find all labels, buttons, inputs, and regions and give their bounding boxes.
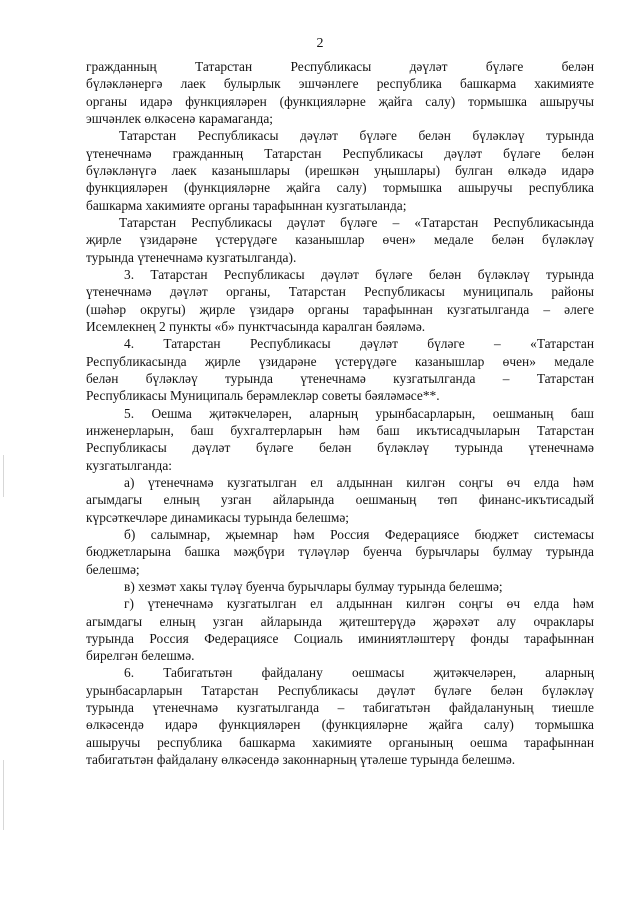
text-line: г) үтенечнамә кузгатылган ел алдыннан килгән соңгы өч елда һәм (124, 596, 594, 612)
paragraph-medal-award (86, 214, 594, 266)
text-line: кузгатылганда: (86, 457, 172, 473)
text-line: б) салымнар, җыемнар һәм Россия Федерациясе бюджет системасы (124, 526, 594, 542)
text-line: агымдагы елның узган айларында оешманың төп финанс-икътисадый (86, 492, 594, 508)
text-line: үтенечнамә дәүләт органы, Татарстан Республикасы муниципаль районы (86, 284, 594, 300)
text-line: җирле үзидарәне үстерүдәге казанышлар өчен» медале белән бүләкләү (86, 232, 594, 248)
text-line: турында Россия Федерациясе Социаль иминиятләштерү фонды тарафыннан (86, 630, 594, 646)
text-line: белән бүләкләү турында үтенечнамә кузгатылганда – Татарстан (86, 370, 594, 386)
text-line: 3. Татарстан Республикасы дәүләт бүләге белән бүләкләү турында (124, 266, 594, 282)
text-line: турында үтенечнамә кузгатылганда). (86, 249, 297, 265)
text-line: агымдагы елның узган айларында җитештерүдә җәрәхәт алу очраклары (86, 613, 594, 629)
text-line: бүләкләнергә лаек булырлык эшчәнлеге республика башкарма хакимияте (86, 76, 594, 92)
text-line: функцияләрен (функцияләрне җайга салу) тормышка ашыручы республика (86, 180, 594, 196)
text-line: бюджетларына башка мәҗбүри түләүләр буенча бурычлары булмау турында (86, 544, 594, 560)
paragraph-item-5 (86, 405, 594, 474)
paragraph-item-4 (86, 335, 594, 404)
text-line: бирелгән белешмә. (86, 648, 195, 664)
text-line: белешмә; (86, 561, 140, 577)
paragraph-item-3 (86, 266, 594, 335)
text-line: ашыручы республика башкарма хакимияте органының оешма тарафыннан (86, 734, 594, 750)
text-line: инженерларын, баш бухгалтерларын һәм баш икътисадчыларын Татарстан (86, 422, 594, 438)
text-line: урынбасарларын Татарстан Республикасы дәүләт бүләге белән бүләкләү (86, 682, 594, 698)
scan-edge-mark (3, 455, 4, 497)
text-line: Исемлекнең 2 пункты «б» пунктчасында каралган бәяләмә. (86, 318, 426, 334)
paragraph-subitem-a (86, 474, 594, 526)
text-line: (шәһәр округы) җирле үзидарә органы тарафыннан кузгатылганда – әлеге (86, 301, 594, 317)
text-line: 4. Татарстан Республикасы дәүләт бүләге – «Татарстан (124, 336, 594, 352)
text-line: органы идарә функцияләрен (функцияләрне җайга салу) тормышка ашыручы (86, 93, 594, 109)
paragraph-request-by-executive-body (86, 127, 594, 214)
text-line: башкарма хакимияте органы тарафыннан кузгатыланда; (86, 197, 407, 213)
text-line: Татарстан Республикасы дәүләт бүләге белән бүләкләү турында (119, 128, 594, 144)
text-line: үтенечнамә гражданның Татарстан Республикасы дәүләт бүләге белән (86, 145, 594, 161)
paragraph-continuation (86, 58, 594, 127)
text-line: Республикасы дәүләт бүләге белән бүләкләү турында үтенечнамә (86, 440, 594, 456)
text-line: гражданның Татарстан Республикасы дәүләт бүләге белән (86, 59, 594, 74)
scan-edge-mark (3, 760, 4, 830)
text-line: табигатьтән файдалану өлкәсендә законнарның үтәлеше турында белешмә. (86, 752, 516, 768)
paragraph-subitem-b (86, 526, 594, 578)
document-body (86, 58, 594, 768)
text-line: эшчәнлек өлкәсенә карамаганда; (86, 110, 274, 126)
page-number: 2 (316, 36, 324, 51)
text-line: а) үтенечнамә кузгатылган ел алдыннан килгән соңгы өч елда һәм (124, 474, 594, 490)
paragraph-subitem-v (86, 578, 594, 595)
text-line: күрсәткечләре динамикасы турында белешмә; (86, 509, 350, 525)
text-line: бүләкләнүгә лаек казанышлары (ирешкән уңышлары) булган өлкәдә идарә (86, 162, 594, 178)
text-line: өлкәсендә идарә функцияләрен (функцияләрне җайга салу) тормышка (86, 717, 594, 733)
text-line: в) хезмәт хакы түләү буенча бурычлары булмау турында белешмә; (124, 578, 503, 594)
text-line: 6. Табигатьтән файдалану оешмасы җитәкчеләрен, аларның (124, 665, 594, 681)
text-line: Татарстан Республикасы дәүләт бүләге – «Татарстан Республикасында (119, 214, 594, 230)
paragraph-item-6 (86, 664, 594, 768)
text-line: Республикасында җирле үзидарәне үстерүдәге казанышлар өчен» медале (86, 353, 594, 369)
text-line: турында үтенечнамә кузгатылганда – табигатьтән файдалануның тиешле (86, 700, 594, 716)
paragraph-subitem-g (86, 595, 594, 664)
text-line: 5. Оешма җитәкчеләрен, аларның урынбасарларын, оешманың баш (124, 405, 594, 421)
text-line: Республикасы Муниципаль берәмлекләр советы бәяләмәсе**. (86, 388, 440, 404)
